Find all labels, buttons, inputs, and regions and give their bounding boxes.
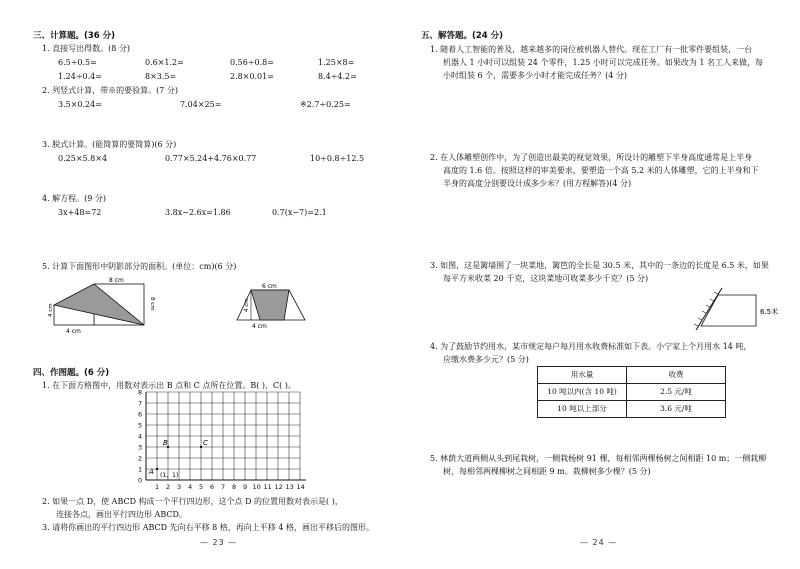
grid-x-tick: 7 bbox=[221, 483, 226, 491]
problem-2-line-3: 半身的高度分别要设计成多少米？(用方程解答)(4 分) bbox=[443, 179, 632, 188]
shaded-figure-1 bbox=[46, 275, 156, 340]
table-row bbox=[538, 384, 726, 401]
grid-x-tick: 11 bbox=[263, 483, 272, 491]
calc-item: 2.8×0.01= bbox=[230, 72, 274, 81]
figure-1-label-right: 8 cm bbox=[149, 297, 155, 311]
figure-2-label-height: 4 cm bbox=[244, 298, 250, 312]
point-c-label: C bbox=[203, 439, 208, 447]
vertical-calc-item: 3.5×0.24= bbox=[58, 100, 102, 109]
equation-item: 0.7(x−7)=2.1 bbox=[272, 208, 327, 217]
stepwise-calc-item: 0.77×5.24+4.76×0.77 bbox=[165, 154, 257, 163]
figure-1-label-left: 4 cm bbox=[48, 303, 54, 317]
grid-x-tick: 13 bbox=[285, 483, 294, 491]
question-2-title: 2. 列竖式计算，带※的要验算。(7 分) bbox=[42, 86, 179, 95]
vegetable-plot-figure bbox=[688, 282, 788, 334]
equation-item: 3x+48=72 bbox=[58, 208, 102, 217]
problem-5-line-1: 5. 林荫大道两侧从头到尾栽树，一侧栽杨树 91 棵，每相邻两棵杨树之间相距 10 m；一侧栽柳 bbox=[430, 454, 767, 463]
calc-item: 1.25×8= bbox=[318, 58, 355, 67]
grid-y-tick: 1 bbox=[138, 465, 143, 474]
point-a-coordinate: (1，1) bbox=[160, 472, 179, 479]
vertical-calc-item: ※2.7÷0.25= bbox=[300, 100, 351, 109]
grid-y-tick: 7 bbox=[138, 399, 143, 408]
section-4-title: 四、作图题。(6 分) bbox=[33, 368, 110, 378]
grid-y-tick: 4 bbox=[138, 432, 143, 441]
calc-item: 0.56÷0.8= bbox=[230, 58, 274, 67]
table-cell: 10 吨以内(含 10 吨) bbox=[538, 384, 627, 401]
page-number-left: — 23 — bbox=[200, 538, 238, 547]
figure-1-label-bottom: 4 cm bbox=[66, 328, 81, 335]
drawing-question-3: 3. 请将你画出的平行四边形 ABCD 先向右平移 8 格，再向上平移 4 格，画出平移后的图形。 bbox=[42, 523, 374, 532]
problem-1-line-1: 1. 随着人工智能的普及，越来越多的岗位被机器人替代。现在工厂有一批零件要组装，一台 bbox=[430, 45, 753, 54]
grid-y-tick: 0 bbox=[138, 476, 143, 485]
question-5-title: 5. 计算下面图形中阴影部分的面积。(单位：cm)(6 分) bbox=[42, 262, 237, 271]
problem-3-line-2: 每平方米收菜 20 千克，这块菜地可收菜多少千克？(5 分) bbox=[443, 274, 649, 283]
table-header-cell: 用水量 bbox=[538, 367, 627, 384]
table-cell: 10 吨以上部分 bbox=[538, 401, 627, 418]
table-cell: 3.6 元/吨 bbox=[627, 401, 726, 418]
calc-item: 1.24÷0.4= bbox=[58, 72, 102, 81]
table-cell: 2.5 元/吨 bbox=[627, 384, 726, 401]
problem-3-line-1: 3. 如图，这是篱墙围了一块菜地，篱笆的全长是 30.5 米，其中的一条边的长度是 6.5 米，如果 bbox=[430, 261, 769, 270]
grid-x-tick: 1 bbox=[155, 483, 160, 491]
page-number-right: — 24 — bbox=[580, 538, 618, 547]
grid-x-tick: 6 bbox=[210, 483, 215, 491]
drawing-question-2-line-1: 2. 如果一点 D，使 ABCD 构成一个平行四边形，这个点 D 的位置用数对表示是( )， bbox=[42, 497, 343, 506]
table-row bbox=[538, 401, 726, 418]
stepwise-calc-item: 0.25×5.8×4 bbox=[58, 154, 108, 163]
grid-x-tick: 5 bbox=[199, 483, 204, 491]
section-5-title: 五、解答题。(24 分) bbox=[421, 31, 504, 41]
grid-x-tick: 14 bbox=[296, 483, 305, 491]
figure-1-label-top: 8 cm bbox=[109, 277, 124, 284]
vertical-calc-item: 7.04×25= bbox=[180, 100, 222, 109]
point-c bbox=[200, 446, 202, 448]
stepwise-calc-item: 10÷0.8÷12.5 bbox=[310, 154, 365, 163]
grid-x-tick: 12 bbox=[274, 483, 283, 491]
grid-y-tick: 2 bbox=[138, 454, 143, 463]
question-3-title: 3. 脱式计算。(能简算的要简算)(6 分) bbox=[42, 140, 177, 149]
plot-side-label: 6.5米 bbox=[760, 308, 779, 316]
grid-x-tick: 10 bbox=[252, 483, 261, 491]
problem-5-line-2: 树，每相邻两棵柳树之间相距 9 m。栽柳树多少棵？(5 分) bbox=[443, 467, 651, 476]
figure-2-label-top: 6 cm bbox=[262, 283, 277, 290]
problem-2-line-1: 2. 在人体雕塑创作中，为了创造出最美的视觉效果，所设计的雕塑下半身高度通常是上半身 bbox=[430, 153, 753, 162]
table-header-cell: 收费 bbox=[627, 367, 726, 384]
calc-item: 8×3.5= bbox=[145, 72, 177, 81]
figure-2-label-bottom: 4 cm bbox=[252, 323, 267, 330]
equation-item: 3.8x−2.6x=1.86 bbox=[165, 208, 231, 217]
grid-x-tick: 3 bbox=[177, 483, 182, 491]
drawing-question-2-line-2: 连接各点，画出平行四边形 ABCD。 bbox=[56, 510, 187, 519]
grid-x-tick: 4 bbox=[188, 483, 193, 491]
point-a-label: A bbox=[149, 468, 154, 476]
problem-4-line-2: 应缴水费多少元？(5 分) bbox=[443, 355, 529, 364]
grid-x-tick: 9 bbox=[243, 483, 248, 491]
drawing-question-1: 1. 在下面方格图中，用数对表示出 B 点和 C 点所在位置。B( )，C( )。 bbox=[42, 381, 296, 390]
grid-y-tick: 3 bbox=[138, 443, 143, 452]
section-3-title: 三、计算题。(36 分) bbox=[33, 31, 116, 41]
point-a bbox=[156, 468, 158, 470]
point-b-label: B bbox=[163, 439, 168, 447]
problem-1-line-2: 机器人 1 小时可以组装 24 个零件，1.25 小时可以完成任务。如果改为 1 名工人来做，每 bbox=[443, 58, 763, 67]
problem-1-line-3: 小时组装 6 个，需要多少小时才能完成任务？(4 分) bbox=[443, 71, 628, 80]
question-1-title: 1. 直接写出得数。(8 分) bbox=[42, 44, 131, 53]
shaded-figure-2 bbox=[232, 280, 312, 335]
grid-x-tick: 8 bbox=[232, 483, 237, 491]
question-4-title: 4. 解方程。(9 分) bbox=[42, 194, 107, 203]
calc-item: 0.6×1.2= bbox=[145, 58, 184, 67]
grid-y-tick: 6 bbox=[138, 410, 143, 419]
coordinate-grid bbox=[136, 390, 321, 495]
calc-item: 8.4÷4.2= bbox=[318, 72, 357, 81]
calc-item: 6.5÷0.5= bbox=[58, 58, 97, 67]
grid-y-tick: 5 bbox=[138, 421, 143, 430]
problem-2-line-2: 高度的 1.6 倍。按照这样的审美要求，要塑造一个高 5.2 米的人体雕塑，它的上半身和下 bbox=[443, 166, 759, 175]
problem-4-line-1: 4. 为了鼓励节约用水，某市规定每户每月用水收费标准如下表。小宁家上个月用水 14 吨， bbox=[430, 342, 752, 351]
water-fee-table bbox=[537, 366, 726, 418]
grid-y-tick: 8 bbox=[138, 390, 143, 397]
grid-x-tick: 2 bbox=[166, 483, 171, 491]
table-header-row bbox=[538, 367, 726, 384]
